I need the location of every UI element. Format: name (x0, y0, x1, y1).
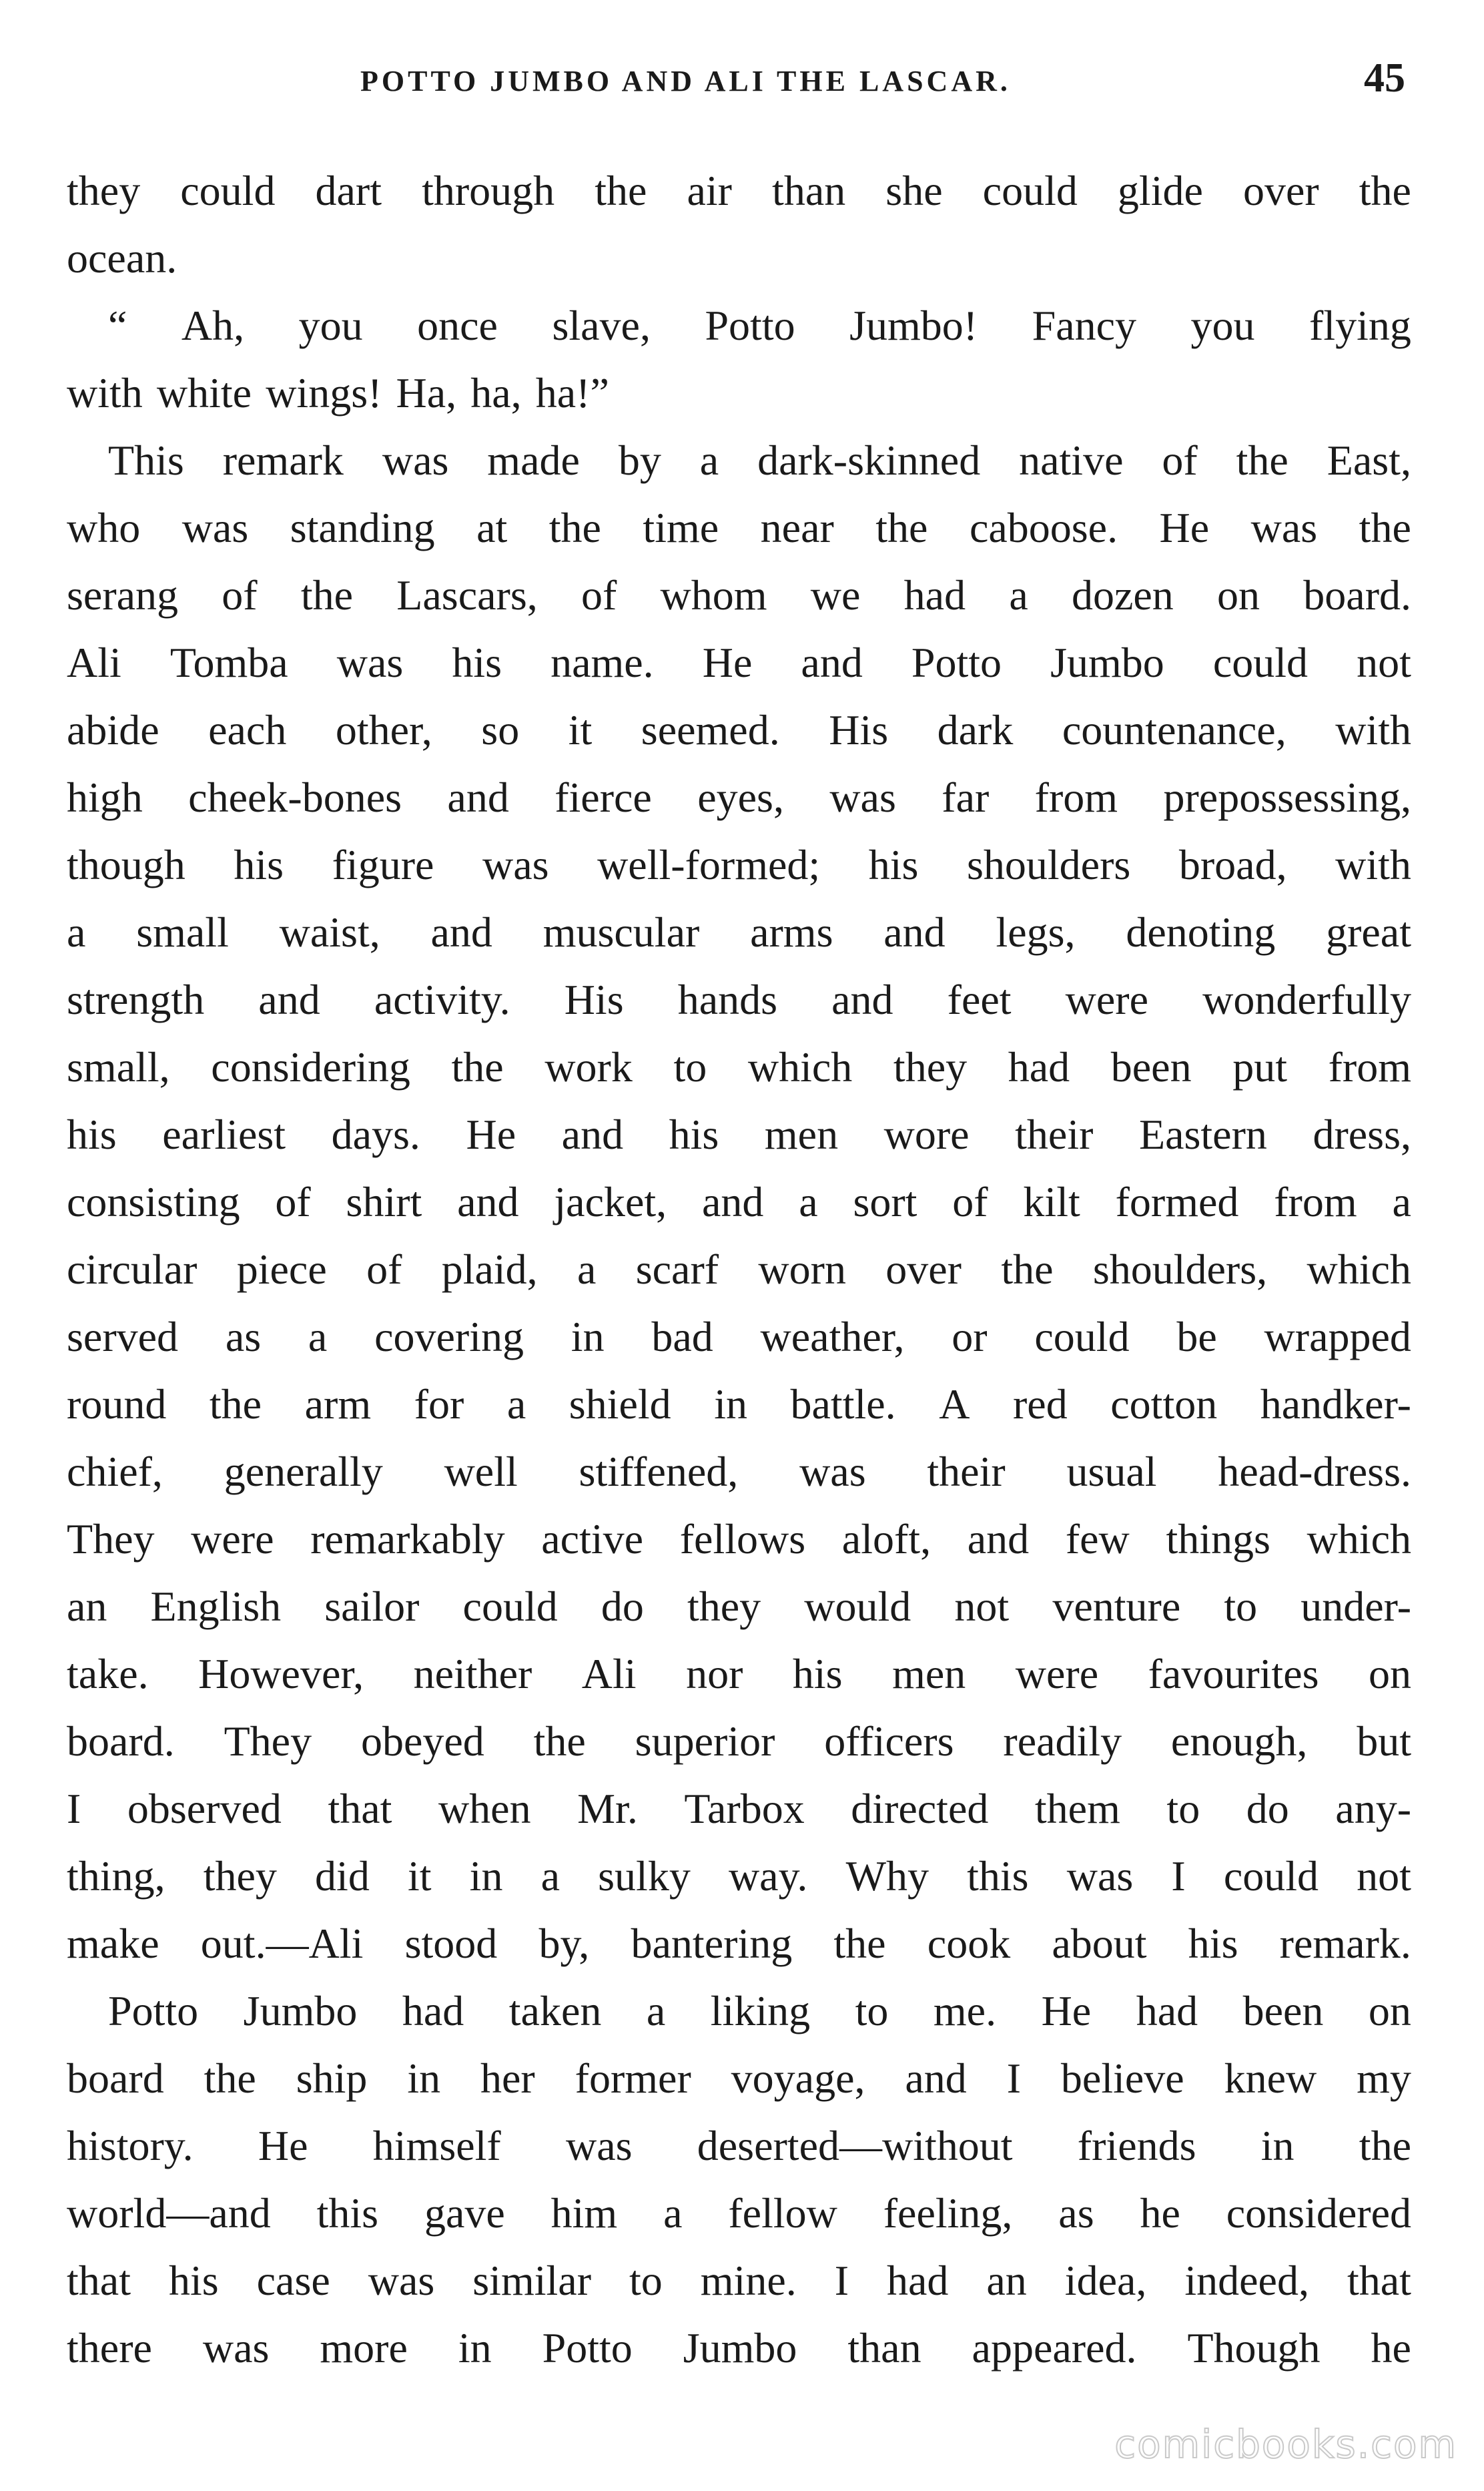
text-line: high cheek-bones and fierce eyes, was far from prepossessing, (67, 774, 1411, 821)
text-line: round the arm for a shield in battle. A red cotton handker- (67, 1380, 1411, 1428)
text-line: an English sailor could do they would not venture to under- (67, 1583, 1411, 1630)
text-line: his earliest days. He and his men wore their Eastern dress, (67, 1111, 1411, 1158)
text-line: there was more in Potto Jumbo than appeared. Though he (67, 2324, 1411, 2372)
text-line: thing, they did it in a sulky way. Why this was I could not (67, 1852, 1411, 1900)
text-line: ocean. (67, 234, 177, 282)
running-head: POTTO JUMBO AND ALI THE LASCAR. (360, 65, 1011, 97)
text-line: “ Ah, you once slave, Potto Jumbo! Fancy you flying (108, 302, 1411, 349)
page-number: 45 (1364, 55, 1405, 101)
body-text (67, 154, 1411, 2378)
text-line: take. However, neither Ali nor his men were favourites on (67, 1650, 1411, 1697)
text-line: who was standing at the time near the caboose. He was the (67, 504, 1411, 551)
text-line: Ali Tomba was his name. He and Potto Jumbo could not (67, 639, 1411, 686)
text-line: consisting of shirt and jacket, and a sort of kilt formed from a (67, 1178, 1411, 1225)
text-line: serang of the Lascars, of whom we had a dozen on board. (67, 571, 1411, 619)
text-line: board. They obeyed the superior officers readily enough, but (67, 1717, 1411, 1765)
text-line: Potto Jumbo had taken a liking to me. He had been on (108, 1987, 1411, 2034)
text-line: abide each other, so it seemed. His dark countenance, with (67, 706, 1411, 754)
text-line: history. He himself was deserted—without friends in the (67, 2122, 1411, 2169)
text-line: They were remarkably active fellows aloft, and few things which (67, 1515, 1411, 1563)
text-line: This remark was made by a dark-skinned native of the East, (108, 437, 1411, 484)
text-line: that his case was similar to mine. I had an idea, indeed, that (67, 2257, 1411, 2304)
text-line: make out.—Ali stood by, bantering the cook about his remark. (67, 1920, 1411, 1967)
text-line: I observed that when Mr. Tarbox directed them to do any- (67, 1785, 1411, 1832)
text-line: a small waist, and muscular arms and legs, denoting great (67, 908, 1411, 956)
text-line: though his figure was well-formed; his shoulders broad, with (67, 841, 1411, 888)
watermark: comicbooks.com (1114, 2422, 1457, 2467)
text-line: served as a covering in bad weather, or could be wrapped (67, 1313, 1411, 1360)
text-line: strength and activity. His hands and feet were wonderfully (67, 976, 1411, 1023)
text-line: they could dart through the air than she could glide over the (67, 167, 1411, 214)
text-line: chief, generally well stiffened, was their usual head-dress. (67, 1448, 1411, 1495)
text-line: board the ship in her former voyage, and I believe knew my (67, 2054, 1411, 2102)
text-line: world—and this gave him a fellow feeling, as he considered (67, 2189, 1411, 2237)
text-line: circular piece of plaid, a scarf worn over the shoulders, which (67, 1246, 1411, 1293)
text-line: with white wings! Ha, ha, ha!” (67, 369, 609, 417)
text-line: small, considering the work to which they had been put from (67, 1043, 1411, 1091)
